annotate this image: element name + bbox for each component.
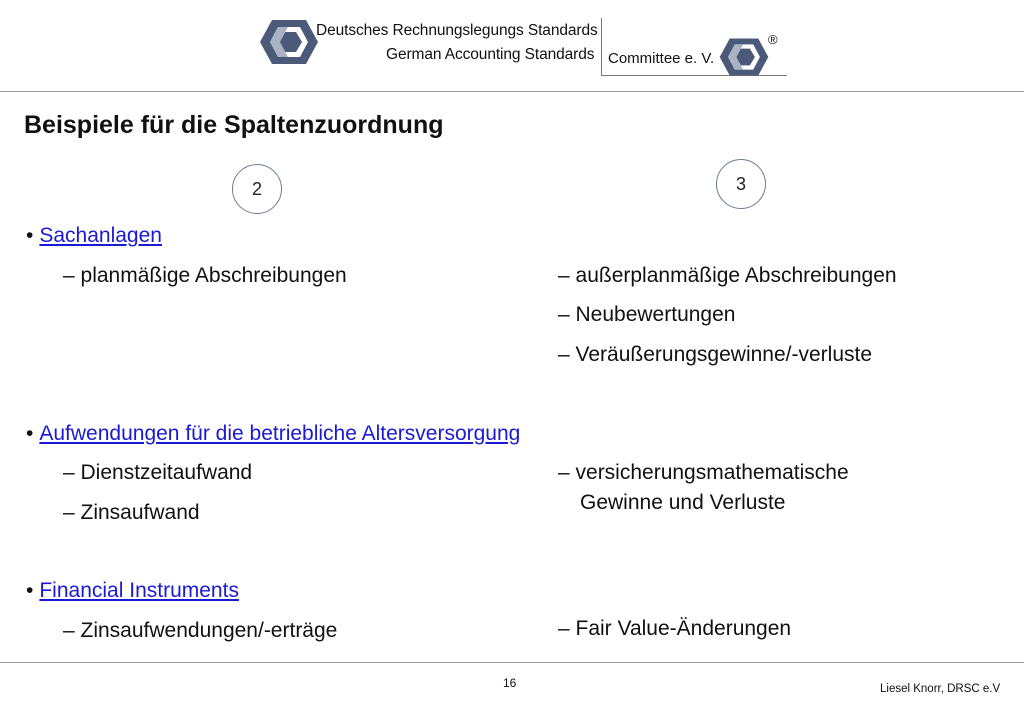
right-item: – außerplanmäßige Abschreibungen: [558, 264, 897, 287]
right-item: – Fair Value-Änderungen: [558, 617, 792, 640]
left-item: – Zinsaufwendungen/-erträge: [63, 619, 338, 642]
link-sachanlagen[interactable]: Sachanlagen: [39, 224, 162, 247]
header-divider: [0, 91, 1024, 92]
left-item: – planmäßige Abschreibungen: [63, 264, 347, 287]
left-item: – Dienstzeitaufwand: [63, 461, 253, 484]
committee-label: Committee e. V.: [608, 50, 715, 67]
drsc-logo-icon: [258, 18, 320, 66]
org-name-en: German Accounting Standards: [386, 46, 595, 63]
link-altersversorgung[interactable]: Aufwendungen für die betriebliche Altersversorgung: [39, 422, 521, 445]
right-item-continuation: Gewinne und Verluste: [580, 491, 786, 514]
footer-author: Liesel Knorr, DRSC e.V: [880, 683, 1001, 695]
right-item: – Neubewertungen: [558, 303, 736, 326]
bullet-dot: •: [26, 224, 34, 247]
drsc-logo-icon-small: [718, 36, 770, 78]
column-marker-2: 2: [232, 164, 282, 214]
section-heading-sachanlagen: [26, 224, 162, 248]
section-heading-altersversorgung: [26, 422, 520, 446]
section-heading-financial-instruments: [26, 579, 239, 603]
registered-mark: ®: [768, 32, 778, 47]
left-item: – Zinsaufwand: [63, 501, 200, 524]
column-marker-3: 3: [716, 159, 766, 209]
org-name-de: Deutsches Rechnungslegungs Standards: [316, 22, 598, 39]
page-number: 16: [503, 676, 517, 690]
footer-divider: [0, 662, 1024, 663]
bullet-dot: •: [26, 579, 34, 602]
slide-title: Beispiele für die Spaltenzuordnung: [24, 111, 444, 139]
link-financial-instruments[interactable]: Financial Instruments: [39, 579, 239, 602]
right-item: – versicherungsmathematische: [558, 461, 849, 484]
right-item: – Veräußerungsgewinne/-verluste: [558, 343, 873, 366]
bullet-dot: •: [26, 422, 34, 445]
